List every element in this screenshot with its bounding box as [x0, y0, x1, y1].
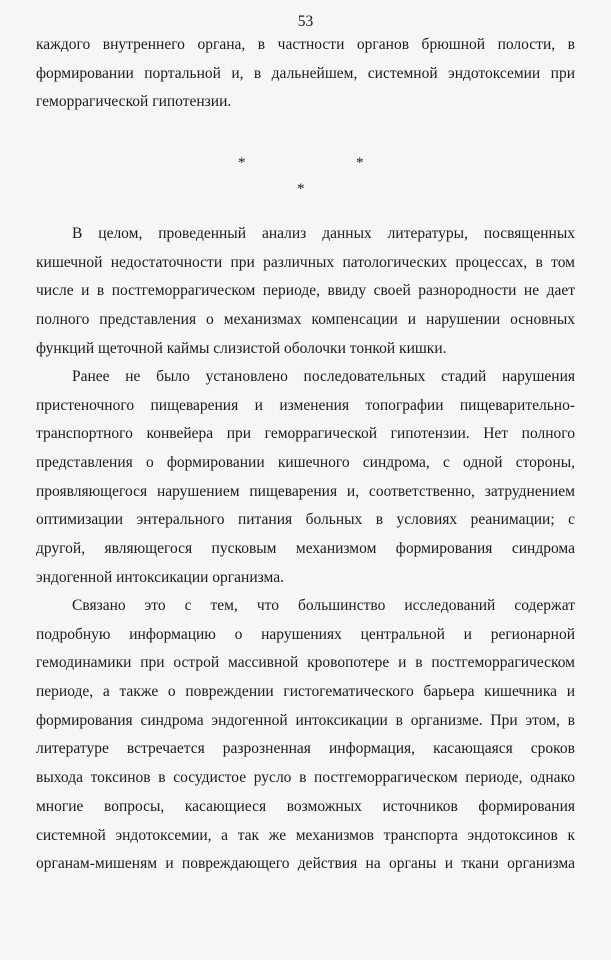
text-line: другой, являющегося пусковым механизмом формирования синдрома: [36, 540, 575, 558]
asterisk-separator: *: [238, 155, 246, 171]
text-line: литературе встречается разрозненная информация, касающаяся сроков: [36, 740, 575, 758]
text-line: оптимизации энтерального питания больных в условиях реанимации; с: [36, 511, 575, 529]
page-number: 53: [297, 13, 314, 30]
text-line: геморрагической гипотензии.: [36, 93, 232, 111]
text-line: проявляющегося нарушением пищеварения и, соответственно, затруднением: [36, 482, 575, 500]
paragraph-3: [36, 363, 575, 593]
text-line: каждого внутреннего органа, в частности органов брюшной полости, в: [36, 36, 575, 53]
text-line: функций щеточной каймы слизистой оболочки тонкой кишки.: [36, 339, 447, 357]
text-line: эндогенной интоксикации организма.: [36, 568, 284, 586]
text-line: формирования синдрома эндогенной интоксикации в организме. При этом, в: [36, 711, 575, 729]
text-line: представления о формировании кишечного синдрома, с одной стороны,: [36, 454, 575, 472]
paragraph-4: [36, 592, 575, 879]
text-line: Связано это с тем, что большинство исследований содержат: [72, 597, 575, 614]
text-line: периоде, а также о повреждении гистогематического барьера кишечника и: [36, 683, 575, 701]
text-line: транспортного конвейера при геморрагической гипотензии. Нет полного: [36, 425, 575, 443]
text-line: пристеночного пищеварения и изменения топографии пищеварительно-: [36, 396, 575, 414]
text-line: формировании портальной и, в дальнейшем, системной эндотоксемии при: [36, 64, 575, 82]
text-line: подробную информацию о нарушениях центральной и регионарной: [36, 625, 575, 643]
text-line: В целом, проведенный анализ данных литературы, посвященных: [72, 225, 575, 242]
text-line: кишечной недостаточности при различных патологических процессах, в том: [36, 253, 575, 271]
text-line: многие вопросы, касающиеся возможных источников формирования: [36, 797, 575, 815]
text-line: числе и в постгеморрагическом периоде, ввиду своей разнородности не дает: [36, 282, 575, 300]
text-line: системной эндотоксемии, а так же механизмов транспорта эндотоксинов к: [36, 826, 575, 844]
asterisk-separator: *: [297, 181, 305, 197]
asterisk-separator: *: [356, 155, 364, 171]
text-line: Ранее не было установлено последовательных стадий нарушения: [72, 368, 575, 385]
text-line: гемодинамики при острой массивной кровопотере и в постгеморрагическом: [36, 654, 575, 672]
paragraph-2: [36, 220, 575, 363]
text-line: выхода токсинов в сосудистое русло в постгеморрагическом периоде, однако: [36, 769, 575, 787]
paragraph-1: [36, 31, 575, 117]
text-line: органам-мишеням и повреждающего действия на органы и ткани организма: [36, 855, 575, 873]
text-line: полного представления о механизмах компенсации и нарушении основных: [36, 311, 575, 329]
